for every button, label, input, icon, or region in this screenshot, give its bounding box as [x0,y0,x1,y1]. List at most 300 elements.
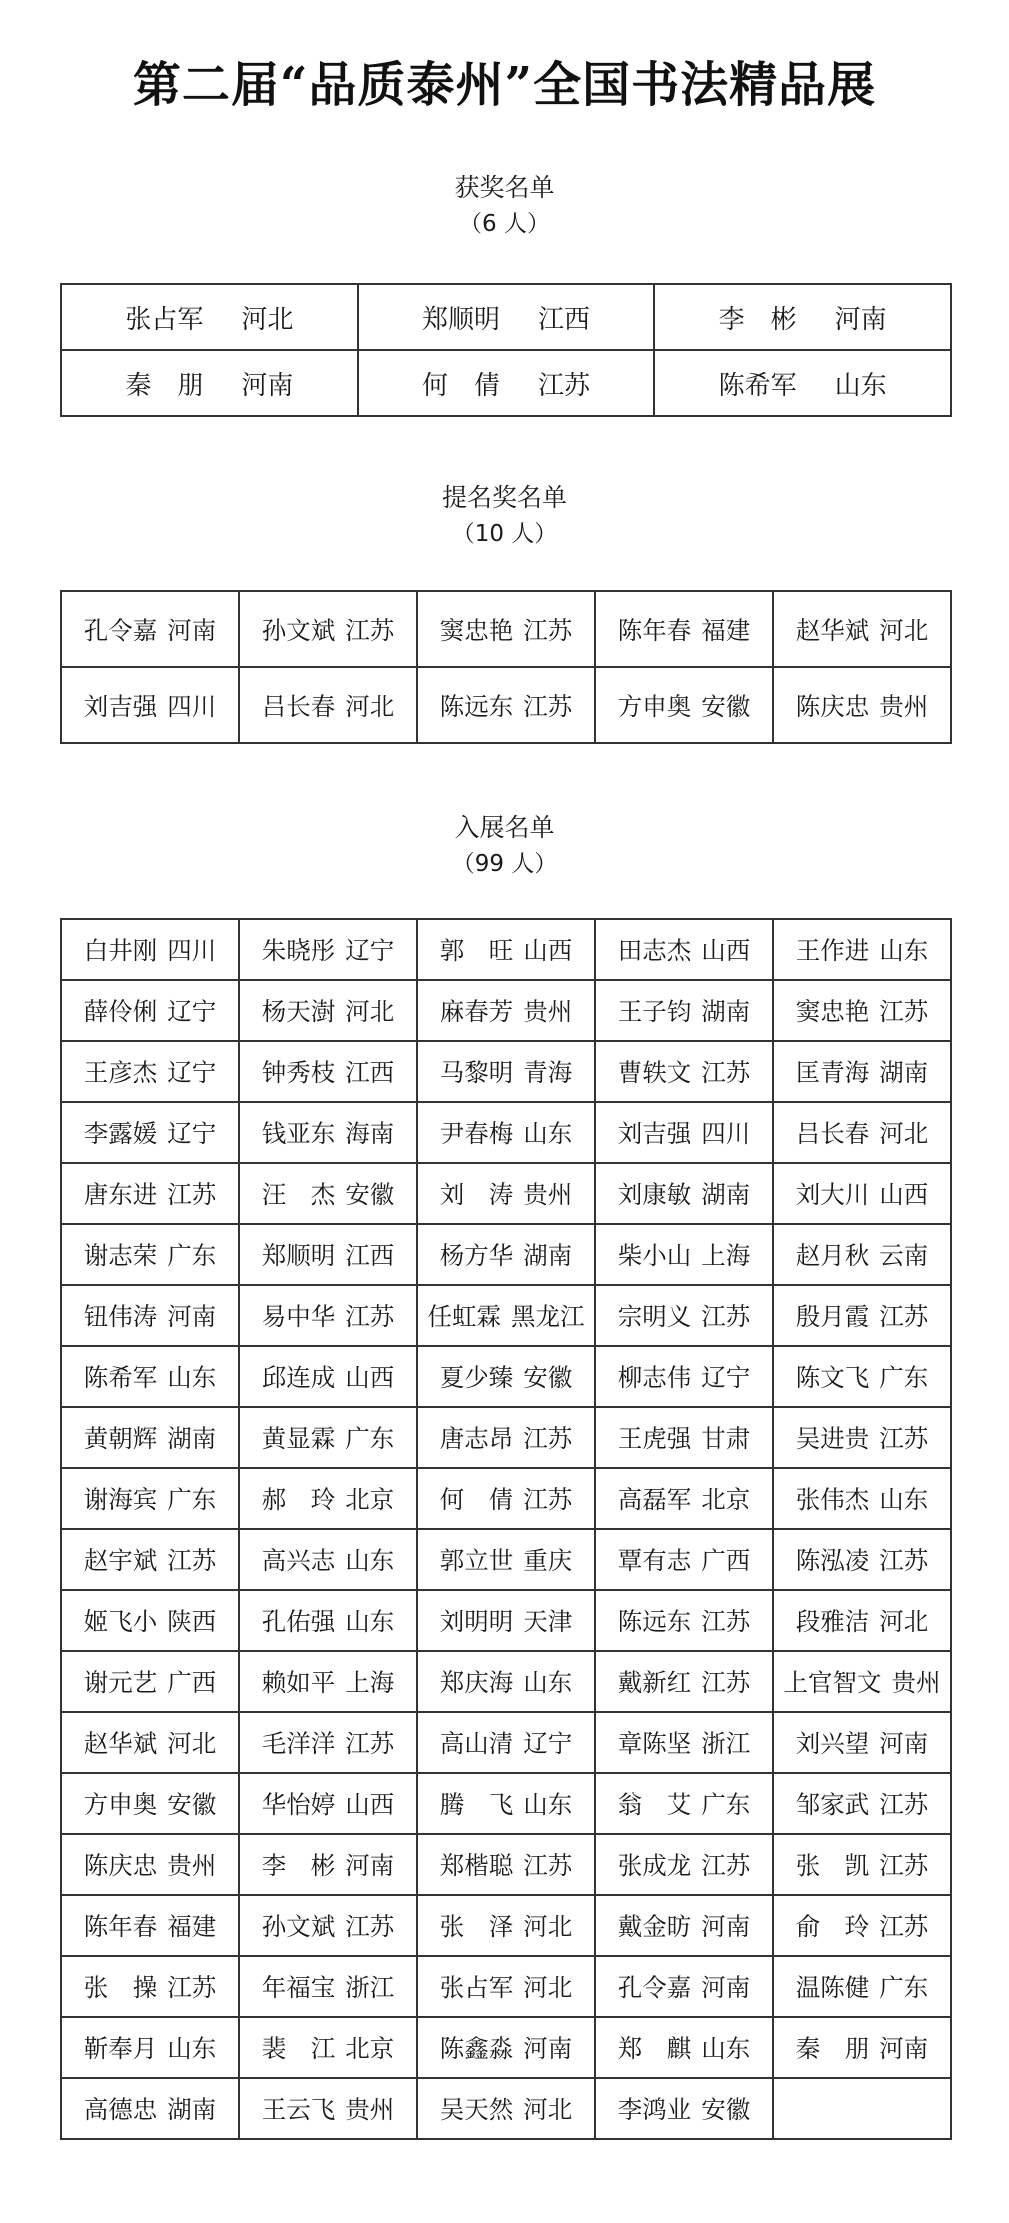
entry-cell [773,591,951,667]
entry-province: 广东 [879,1363,929,1392]
entry-name: 陈希军 [83,1363,158,1392]
entry-name: 吕长春 [261,691,336,721]
entry-province: 辽宁 [167,1119,217,1148]
entry-province: 河北 [523,1973,573,2002]
entry-province: 北京 [345,2034,395,2063]
entry-cell [773,667,951,743]
entry-province: 贵州 [345,2095,395,2124]
entry-province: 甘肃 [701,1424,751,1453]
entry-province: 贵州 [879,691,929,721]
entry-province: 河南 [701,1912,751,1941]
entry-name: 朱晓彤 [261,936,336,965]
entry-cell [595,1285,773,1346]
table-row [61,350,951,416]
entry-province: 江西 [537,304,590,335]
entry-cell [595,919,773,980]
entry-name: 唐东进 [83,1180,158,1209]
entry-province: 江苏 [701,1058,751,1087]
entry-name: 李鸿业 [617,2095,692,2124]
entry-name: 华怡婷 [261,1790,336,1819]
entry-name: 马黎明 [439,1058,514,1087]
entry-province: 辽宁 [167,997,217,1026]
entry-province: 江苏 [879,1790,929,1819]
entry-name: 唐志昂 [439,1424,514,1453]
entry-cell [595,2078,773,2139]
entry-name: 孔令嘉 [617,1973,692,2002]
entry-province: 湖南 [701,997,751,1026]
entry-name: 李 彬 [718,304,797,335]
entry-cell [595,1407,773,1468]
entry-province: 山东 [167,2034,217,2063]
entry-cell [773,1834,951,1895]
entry-name: 方申奥 [617,691,692,721]
entry-cell [61,1163,239,1224]
entry-name: 赵华斌 [83,1729,158,1758]
entry-cell [239,2017,417,2078]
entry-cell [417,2078,595,2139]
entry-cell [239,1285,417,1346]
entry-name: 刘 涛 [439,1180,514,1209]
entry-name: 陈远东 [439,691,514,721]
entry-name: 刘大川 [795,1180,870,1209]
entry-province: 江苏 [879,1851,929,1880]
entry-name: 张伟杰 [795,1485,870,1514]
entry-name: 郭 旺 [439,936,514,965]
section-header-awards [0,170,1009,242]
entry-name: 覃有志 [617,1546,692,1575]
entry-province: 河北 [345,691,395,721]
entry-cell [239,1590,417,1651]
entry-cell [595,1041,773,1102]
entry-cell [417,1529,595,1590]
entry-cell [239,1773,417,1834]
entry-name: 年福宝 [261,1973,336,2002]
entry-province: 江苏 [167,1180,217,1209]
entry-name: 匡青海 [795,1058,870,1087]
table-row [61,284,951,350]
entry-cell [61,284,358,350]
entry-cell [417,667,595,743]
entry-name: 靳奉月 [83,2034,158,2063]
entry-cell [773,1224,951,1285]
entry-name: 吴进贵 [795,1424,870,1453]
entry-name: 陈泓凌 [795,1546,870,1575]
section-label: 获奖名单 [454,173,555,202]
entry-cell [595,1895,773,1956]
entry-cell [417,1773,595,1834]
entry-cell [239,919,417,980]
entry-cell [239,1529,417,1590]
table-row [61,2078,951,2139]
entry-cell [61,591,239,667]
entry-cell [417,1041,595,1102]
entry-name: 杨天澍 [261,997,336,1026]
entry-cell [595,1224,773,1285]
entry-name: 陈鑫淼 [439,2034,514,2063]
entry-cell [417,1590,595,1651]
entry-province: 湖南 [167,2095,217,2124]
section-label: 入展名单 [454,813,555,842]
table-row [61,1651,951,1712]
entry-province: 江苏 [345,1729,395,1758]
entry-name: 张成龙 [617,1851,692,1880]
entry-name: 高磊军 [617,1485,692,1514]
entry-name: 薛伶俐 [83,997,158,1026]
entry-cell [417,1834,595,1895]
entry-cell [595,1529,773,1590]
entry-cell [773,980,951,1041]
entry-name: 尹春梅 [439,1119,514,1148]
entry-cell [239,1834,417,1895]
entry-name: 高兴志 [261,1546,336,1575]
entry-name: 王彦杰 [83,1058,158,1087]
table-row [61,667,951,743]
entry-cell [773,1712,951,1773]
entry-cell [239,1102,417,1163]
entry-province: 安徽 [701,691,751,721]
entry-province: 河北 [523,2095,573,2124]
entry-name: 陈庆忠 [795,691,870,721]
entry-province: 山东 [345,1546,395,1575]
entry-name: 宗明义 [617,1302,692,1331]
entry-province: 江苏 [701,1851,751,1880]
entry-cell [417,1468,595,1529]
entry-province: 安徽 [345,1180,395,1209]
entry-province: 江苏 [523,615,573,645]
entry-province: 山东 [345,1607,395,1636]
entry-province: 陕西 [167,1607,217,1636]
entry-province: 青海 [523,1058,573,1087]
entry-name: 任虹霖 [427,1302,501,1331]
entry-name: 赵华斌 [795,615,870,645]
entry-province: 江苏 [167,1546,217,1575]
entry-name: 陈文飞 [795,1363,870,1392]
entry-cell [773,1346,951,1407]
entry-name: 王云飞 [261,2095,336,2124]
entry-cell [417,1346,595,1407]
entry-cell [239,1346,417,1407]
entry-province: 河南 [701,1973,751,2002]
entry-cell [417,1102,595,1163]
entry-province: 江苏 [701,1607,751,1636]
entry-province: 四川 [701,1119,751,1148]
entry-name: 郑 麒 [617,2034,692,2063]
entry-province: 浙江 [701,1729,751,1758]
entry-province: 山西 [701,936,751,965]
entry-cell [61,1041,239,1102]
entry-province: 江苏 [523,691,573,721]
entry-name: 谢元艺 [83,1668,158,1697]
table-row [61,1773,951,1834]
entry-name: 王虎强 [617,1424,692,1453]
entry-cell [773,1895,951,1956]
entry-name: 郝 玲 [261,1485,336,1514]
entry-cell [773,1041,951,1102]
entry-province: 广西 [701,1546,751,1575]
table-row [61,1590,951,1651]
section-count: （6 人） [459,211,550,237]
entry-name: 郑顺明 [261,1241,336,1270]
entry-province: 河北 [345,997,395,1026]
entry-name: 刘康敏 [617,1180,692,1209]
entry-name: 窦忠艳 [795,997,870,1026]
entry-cell [61,1834,239,1895]
entry-cell [61,350,358,416]
entry-province: 江苏 [167,1973,217,2002]
entry-cell [239,1407,417,1468]
entry-name: 孔令嘉 [83,615,158,645]
entry-name: 柳志伟 [617,1363,692,1392]
entry-cell [417,1956,595,2017]
entry-province: 山东 [879,1485,929,1514]
entry-province: 湖南 [523,1241,573,1270]
entry-province: 福建 [167,1912,217,1941]
entry-cell [239,591,417,667]
entry-province: 安徽 [167,1790,217,1819]
entry-cell [358,350,655,416]
entry-cell [773,1529,951,1590]
entry-cell [61,1224,239,1285]
empty-cell [773,2078,951,2139]
entry-cell [239,1895,417,1956]
entry-province: 江苏 [701,1302,751,1331]
entry-name: 邹家武 [795,1790,870,1819]
table-row [61,1285,951,1346]
entry-province: 江苏 [879,1912,929,1941]
entry-province: 安徽 [523,1363,573,1392]
entry-cell [61,1895,239,1956]
entry-name: 曹轶文 [617,1058,692,1087]
entry-cell [773,1773,951,1834]
entry-cell [239,1041,417,1102]
entry-province: 四川 [167,691,217,721]
entry-province: 山东 [523,1119,573,1148]
entry-name: 翁 艾 [617,1790,692,1819]
entry-province: 湖南 [701,1180,751,1209]
entry-province: 山西 [345,1363,395,1392]
entry-name: 钟秀枝 [261,1058,336,1087]
entry-province: 上海 [345,1668,395,1697]
entry-name: 段雅洁 [795,1607,870,1636]
section-count: （99 人） [451,851,558,877]
entry-province: 江苏 [523,1424,573,1453]
entry-name: 张 凯 [795,1851,870,1880]
table-row [61,1224,951,1285]
entry-cell [417,1895,595,1956]
table-row [61,1529,951,1590]
entry-cell [61,1651,239,1712]
entry-name: 窦忠艳 [439,615,514,645]
entry-province: 贵州 [523,997,573,1026]
entry-cell [61,1102,239,1163]
table-row [61,919,951,980]
entry-name: 柴小山 [617,1241,692,1270]
entry-cell [61,919,239,980]
entry-name: 张占军 [439,1973,514,2002]
awards-table [60,283,952,417]
nominations-table [60,590,952,744]
entry-name: 陈远东 [617,1607,692,1636]
entry-cell [417,1285,595,1346]
entry-cell [773,1285,951,1346]
table-row [61,1895,951,1956]
entry-cell [595,1590,773,1651]
entry-name: 腾 飞 [439,1790,514,1819]
entry-cell [417,1712,595,1773]
entry-cell [61,1468,239,1529]
entry-name: 郑顺明 [421,304,500,335]
table-row [61,1834,951,1895]
entry-name: 田志杰 [617,936,692,965]
entry-province: 山西 [345,1790,395,1819]
entry-name: 刘吉强 [617,1119,692,1148]
entry-cell [239,1224,417,1285]
entry-name: 李 彬 [261,1851,336,1880]
entry-province: 海南 [345,1119,395,1148]
entry-name: 陈年春 [617,615,692,645]
entry-province: 江西 [345,1058,395,1087]
entry-cell [239,2078,417,2139]
entry-province: 贵州 [167,1851,217,1880]
entry-name: 张 泽 [439,1912,514,1941]
entry-cell [417,1163,595,1224]
entry-cell [773,1651,951,1712]
entry-name: 殷月霞 [795,1302,870,1331]
entry-name: 何 倩 [439,1485,514,1514]
entry-province: 广东 [345,1424,395,1453]
entry-name: 黄朝辉 [83,1424,158,1453]
entry-name: 李露媛 [83,1119,158,1148]
entry-province: 辽宁 [523,1729,573,1758]
entry-name: 陈年春 [83,1912,158,1941]
entry-cell [239,667,417,743]
entry-cell [61,1407,239,1468]
entry-province: 河南 [834,304,887,335]
section-label: 提名奖名单 [441,483,567,512]
entry-name: 白井刚 [83,936,158,965]
entry-cell [239,1163,417,1224]
entry-name: 郭立世 [439,1546,514,1575]
entry-cell [417,1651,595,1712]
entry-cell [358,284,655,350]
entry-name: 何 倩 [421,370,500,401]
entry-cell [595,1651,773,1712]
entry-cell [61,2017,239,2078]
entry-province: 江苏 [879,1302,929,1331]
entry-province: 河南 [167,1302,217,1331]
entry-cell [773,1163,951,1224]
entry-name: 秦 朋 [125,370,204,401]
entry-province: 江苏 [523,1851,573,1880]
entry-cell [595,1346,773,1407]
entry-name: 秦 朋 [795,2034,870,2063]
entry-cell [417,1224,595,1285]
entry-name: 孙文斌 [261,615,336,645]
table-row [61,980,951,1041]
entry-cell [773,2017,951,2078]
entry-cell [773,1590,951,1651]
table-row [61,1468,951,1529]
entry-province: 江苏 [523,1485,573,1514]
entry-cell [239,1956,417,2017]
entry-province: 山东 [523,1790,573,1819]
entry-province: 广东 [701,1790,751,1819]
entry-province: 湖南 [879,1058,929,1087]
entry-name: 易中华 [261,1302,336,1331]
section-count: （10 人） [451,521,558,547]
entry-name: 裴 江 [261,2034,336,2063]
entry-province: 山东 [834,370,887,401]
entry-province: 河北 [167,1729,217,1758]
entry-province: 山东 [167,1363,217,1392]
entry-name: 戴新红 [617,1668,692,1697]
table-row [61,1163,951,1224]
entry-province: 安徽 [701,2095,751,2124]
entry-name: 谢海宾 [83,1485,158,1514]
entry-name: 刘兴望 [795,1729,870,1758]
entry-cell [61,1773,239,1834]
page-title: 第二届“品质泰州”全国书法精品展 [132,57,877,113]
entry-name: 赵宇斌 [83,1546,158,1575]
entry-province: 江苏 [345,615,395,645]
entry-cell [61,2078,239,2139]
entry-province: 黑龙江 [511,1302,585,1331]
entry-province: 江苏 [537,370,590,401]
entry-province: 湖南 [167,1424,217,1453]
entry-cell [417,980,595,1041]
exhibition-table [60,918,952,2140]
entry-name: 夏少臻 [439,1363,514,1392]
entry-name: 孔佑强 [261,1607,336,1636]
entry-name: 姬飞小 [83,1607,158,1636]
entry-province: 江苏 [879,1546,929,1575]
entry-cell [417,919,595,980]
entry-province: 江苏 [879,997,929,1026]
entry-cell [654,350,951,416]
entry-cell [595,1773,773,1834]
section-header-exhibition [0,810,1009,882]
entry-province: 广东 [167,1485,217,1514]
entry-cell [595,2017,773,2078]
entry-province: 河南 [523,2034,573,2063]
entry-province: 河南 [345,1851,395,1880]
entry-cell [61,1529,239,1590]
entry-name: 俞 玲 [795,1912,870,1941]
entry-name: 刘吉强 [83,691,158,721]
entry-province: 北京 [345,1485,395,1514]
entry-name: 毛洋洋 [261,1729,336,1758]
table-row [61,591,951,667]
entry-cell [773,1956,951,2017]
entry-name: 王作进 [795,936,870,965]
entry-name: 麻春芳 [439,997,514,1026]
entry-cell [239,1712,417,1773]
entry-province: 河北 [241,304,294,335]
table-row [61,1407,951,1468]
entry-province: 云南 [879,1241,929,1270]
entry-cell [61,1956,239,2017]
entry-cell [61,980,239,1041]
entry-province: 河南 [241,370,294,401]
table-row [61,1956,951,2017]
entry-province: 重庆 [523,1546,573,1575]
entry-cell [61,1712,239,1773]
table-row [61,1712,951,1773]
entry-province: 江西 [345,1241,395,1270]
entry-province: 上海 [701,1241,751,1270]
entry-province: 广东 [167,1241,217,1270]
entry-province: 北京 [701,1485,751,1514]
